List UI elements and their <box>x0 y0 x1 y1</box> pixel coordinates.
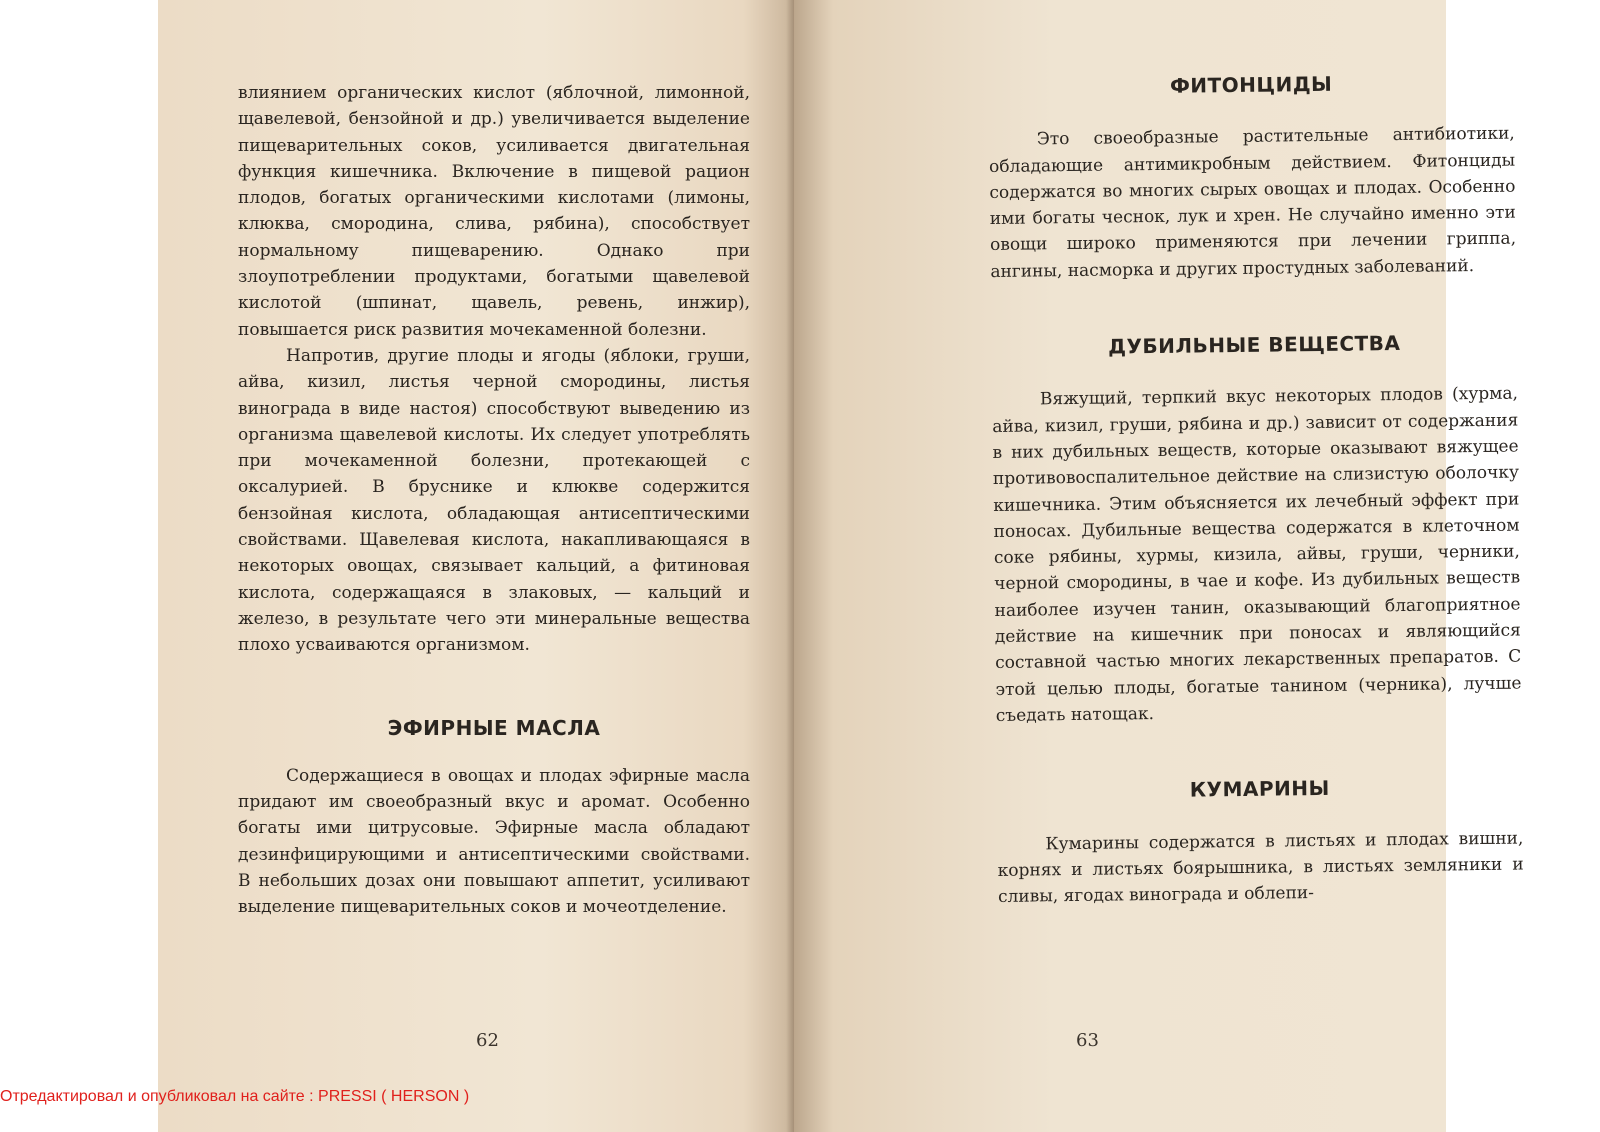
footer-credit: Отредактировал и опубликовал на сайте : PRESSI ( HERSON ) <box>0 1088 470 1105</box>
section-heading-tannins: ДУБИЛЬНЫЕ ВЕЩЕСТВА <box>1108 331 1401 359</box>
right-page-text <box>988 69 1524 911</box>
section-paragraph-coumarins: Кумарины содержатся в листьях и плодах вишни, корнях и листьях боярышника, в листьях земляники и сливы, ягодах винограда и облепи- <box>997 828 1524 908</box>
right-page <box>794 0 1524 1132</box>
section-heading-essential-oils: ЭФИРНЫЕ МАСЛА <box>387 715 601 740</box>
section-paragraph-essential-oils: Содержащиеся в овощах и плодах эфирные масла придают им своеобразный вкус и аромат. Особенно богаты ими цитрусовые. Эфирные масла обладают дезинфицирующими и антисептическими свойствами. В небольших дозах они повышают аппетит, усиливают выделение пищеварительных соков и мочеотделение. <box>238 765 750 918</box>
page-number-right: 63 <box>1076 1030 1099 1051</box>
body-paragraph-2: Напротив, другие плоды и ягоды (яблоки, груши, айва, кизил, листья черной смородины, листья винограда в виде настоя) способствуют выведению из организма щавелевой кислоты. Их следует употреблять при мочекаменной болезни, протекающей с оксалурией. В бруснике и клюкве содержится бензойная кислота, обладающая антисептическими свойствами. Щавелевая кислота, накапливающаяся в некоторых овощах, связывает кальций, а фитиновая кислота, содержащаяся в злаковых, — кальций и железо, в результате чего эти минеральные вещества плохо усваиваются организмом. <box>238 345 750 656</box>
left-page-text <box>238 80 750 921</box>
section-heading-coumarins: КУМАРИНЫ <box>1189 776 1330 802</box>
section-paragraph-tannins: Вяжущий, терпкий вкус некоторых плодов (хурма, айва, кизил, груши, рябина и др.) зависит от содержания в них дубильных веществ, которые оказывают вяжущее противовоспалительное действие на слизистую оболочку кишечника. Этим объясняется их лечебный эффект при поносах. Дубильные вещества содержатся в клеточном соке рябины, хурмы, кизила, айвы, груши, черники, черной смородины, в чае и кофе. Из дубильных веществ наиболее изучен танин, оказывающий благоприятное действие на кишечник при поносах и являющийся составной частью многих лекарственных препаратов. С этой целью плоды, богатые танином (черника), лучше съедать натощак. <box>992 383 1522 726</box>
section-heading-phytoncides: ФИТОНЦИДЫ <box>1169 71 1333 98</box>
body-paragraph-1: влиянием органических кислот (яблочной, лимонной, щавелевой, бензойной и др.) увеличивается выделение пищеварительных соков, усиливается двигательная функция кишечника. Включение в пищевой рацион плодов, богатых органическими кислотами (лимоны, клюква, смородина, слива, рябина), способствует нормальному пищеварению. Однако при злоупотреблении продуктами, богатыми щавелевой кислотой (шпинат, щавель, ревень, инжир), повышается риск развития мочекаменной болезни. <box>238 83 750 340</box>
left-page <box>158 0 794 1132</box>
book-spread <box>158 0 1524 1132</box>
section-paragraph-phytoncides: Это своеобразные растительные антибиотики, обладающие антимикробным действием. Фитонциды содержатся во многих сырых овощах и плодах. Особенно ими богаты чеснок, лук и хрен. Не случайно именно эти овощи широко применяются при лечении гриппа, ангины, насморка и других простудных заболеваний. <box>988 123 1517 282</box>
page-number-left: 62 <box>476 1030 499 1051</box>
